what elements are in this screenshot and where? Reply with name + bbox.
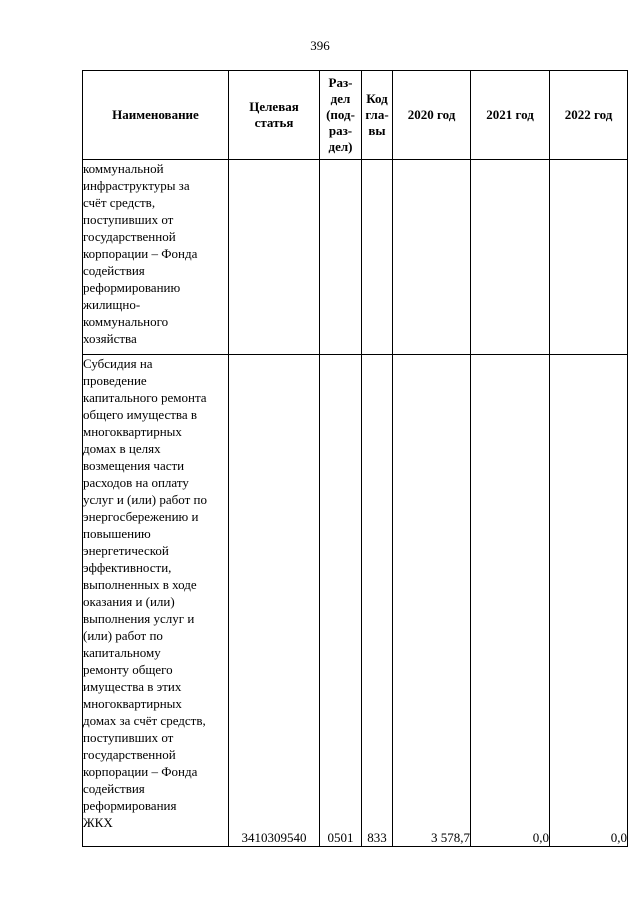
header-2022: 2022 год <box>550 71 628 160</box>
cell-target-article <box>229 160 320 355</box>
cell-chapter-code <box>362 160 393 355</box>
table-row <box>83 160 628 355</box>
cell-2022 <box>550 160 628 355</box>
cell-section: 0501 <box>320 355 362 847</box>
cell-name: коммунальной инфраструктуры за счёт средств, поступивших от государственной корпорации – Фонда содействия реформированию жилищно- коммунального хозяйства <box>83 160 229 355</box>
cell-2022: 0,0 <box>550 355 628 847</box>
header-2020: 2020 год <box>393 71 471 160</box>
header-chapter-code: Код гла- вы <box>362 71 393 160</box>
page-number: 396 <box>310 38 330 53</box>
cell-2021 <box>471 160 550 355</box>
cell-chapter-code: 833 <box>362 355 393 847</box>
cell-2020 <box>393 160 471 355</box>
cell-target-article: 3410309540 <box>229 355 320 847</box>
cell-name: Субсидия на проведение капитального ремонта общего имущества в многоквартирных домах в целях возмещения части расходов на оплату услуг и (или) работ по энергосбережению и повышению энергетической эффективности, выполненных в ходе оказания и (или) выполнения услуг и (или) работ по капитальному ремонту общего имущества в этих многоквартирных домах за счёт средств, поступивших от государственной корпорации – Фонда содействия реформирования ЖКХ <box>83 355 229 847</box>
header-name: Наименование <box>83 71 229 160</box>
cell-2021: 0,0 <box>471 355 550 847</box>
table-row <box>83 355 628 847</box>
header-section: Раз- дел (под- раз- дел) <box>320 71 362 160</box>
header-target-article: Целевая статья <box>229 71 320 160</box>
header-2021: 2021 год <box>471 71 550 160</box>
cell-section <box>320 160 362 355</box>
table-header-row <box>83 71 628 160</box>
budget-table <box>82 70 628 847</box>
cell-2020: 3 578,7 <box>393 355 471 847</box>
